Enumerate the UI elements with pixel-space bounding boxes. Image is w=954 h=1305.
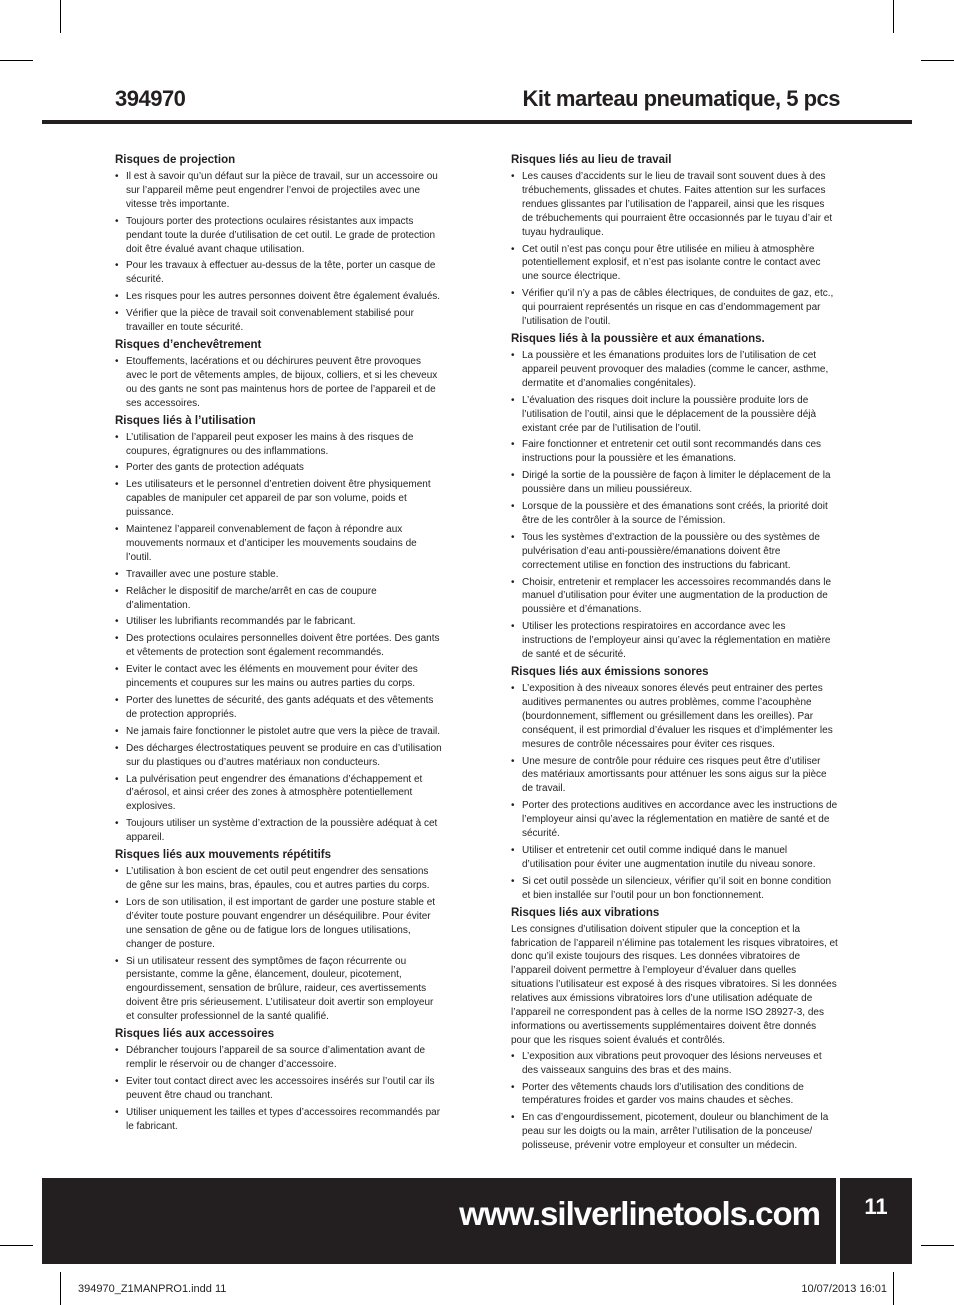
bullet-item: • Débrancher toujours l’appareil de sa source d’alimentation avant de remplir le réservoir ou de changer d’accessoire. [115,1044,442,1072]
section-heading: Risques liés aux émissions sonores [511,666,709,678]
section-heading: Risques liés aux mouvements répétitifs [115,849,332,862]
right-column [511,150,838,1156]
bullet-item: • Des décharges électrostatiques peuvent se produire en cas d’utilisation sur du plastiques ou d’autres matériaux non conducteurs. [115,742,442,770]
crop-mark [60,1272,61,1305]
bullet-list [115,865,442,1024]
bullet-item: • Choisir, entretenir et remplacer les accessoires recommandés dans le manuel d’utilisation pour éviter une augmentation de la production de poussière et d’émanations. [511,576,838,618]
bullet-item: • La poussière et les émanations produites lors de l’utilisation de cet appareil peuvent provoquer des maladies (comme le cancer, asthme, dermatite et d’anomalies congénitales). [511,349,838,391]
bullet-item: • Utiliser les protections respiratoires en accordance avec les instructions de l’employeur ainsi qu’avec la réglementation en matière de santé et de sécurité. [511,620,838,662]
bullet-item: • L’utilisation de l’appareil peut exposer les mains à des risques de coupures, égratignures ou des inflammations. [115,431,442,459]
bullet-list [511,682,838,903]
page-title: Kit marteau pneumatique, 5 pcs [522,86,840,111]
bullet-item: • Lorsque de la poussière et des émanations sont créés, la priorité doit être de les contrôler à la source de l’émission. [511,500,838,528]
bullet-item: • Toujours utiliser un système d’extraction de la poussière adéquat à cet appareil. [115,817,442,845]
bullet-item: • Les causes d’accidents sur le lieu de travail sont souvent dues à des trébuchements, glissades et chutes. Faites attention sur les surfaces rendues glissantes par l’utilisation de l’appareil, ainsi que les risques de trébuchements qui pourraient être occasionnés par le tuyau d’air et tuyau hydraulique. [511,170,838,240]
bullet-item: • Ne jamais faire fonctionner le pistolet autre que vers la pièce de travail. [115,725,442,739]
section-heading: Risques liés aux accessoires [115,1028,275,1041]
bullet-list [115,1044,442,1133]
crop-mark [893,1272,894,1305]
bullet-item: • Vérifier que la pièce de travail soit convenablement stabilisé pour travailler en toute sécurité. [115,307,442,335]
bullet-item: • L’exposition à des niveaux sonores élevés peut entrainer des pertes auditives permanentes ou autres problèmes, comme l’acouphène (bourdonnement, sifflement ou grésillement dans les oreilles). Par conséquent, il est primordial d’évaluer les risques et d’implémenter les mesures de contrôle nécessaires pour éviter ces risques. [511,682,838,752]
footer-divider [836,1178,840,1264]
bullet-item: • Toujours porter des protections oculaires résistantes aux impacts pendant toute la durée d’utilisation de cet outil. Le grade de protection doit être évalué avant chaque utilisation. [115,215,442,257]
website-url: www.silverlinetools.com [459,1195,820,1232]
bullet-list [511,1050,838,1153]
section-heading: Risques de projection [115,154,236,166]
bullet-item: • Etouffements, lacérations et ou déchirures peuvent être provoques avec le port de vêtements amples, de bijoux, colliers, et si les cheveux ou des gants ne sont pas maintenus hors de portee de l’appareil et de ses accessoires. [115,355,442,411]
bullet-item: • La pulvérisation peut engendrer des émanations d’échappement et d’aérosol, et ainsi créer des zones à atmosphère potentiellement explosives. [115,773,442,815]
bullet-list [115,170,442,335]
bullet-item: • Tous les systèmes d’extraction de la poussière ou des systèmes de pulvérisation d’eau anti-poussière/émanations doivent être correctement utilise en fonction des instructions du fabricant. [511,531,838,573]
page-number: 11 [864,1194,888,1219]
bullet-item: • Dirigé la sortie de la poussière de façon à limiter le déplacement de la poussière dans un milieu poussiéreux. [511,469,838,497]
section-heading: Risques liés à l’utilisation [115,414,256,427]
bullet-item: • Cet outil n’est pas conçu pour être utilisée en milieu à atmosphère potentiellement explosif, et n’est pas isolante contre le contact avec une source électrique. [511,243,838,285]
bullet-list [115,355,442,411]
bullet-item: • Pour les travaux à effectuer au-dessus de la tête, porter un casque de sécurité. [115,259,442,287]
bullet-item: • Les risques pour les autres personnes doivent être également évalués. [115,290,442,304]
crop-mark [893,0,894,33]
bullet-item: • Utiliser les lubrifiants recommandés par le fabricant. [115,615,442,629]
slug-filename: 394970_Z1MANPRO1.indd 11 [78,1283,227,1295]
section-heading: Risques liés à la poussière et aux émanations. [511,332,765,345]
bullet-item: • Porter des vêtements chauds lors d’utilisation des conditions de températures froides et garder vos mains chaudes et sèches. [511,1081,838,1109]
slug-date: 10/07/2013 16:01 [801,1283,887,1295]
bullet-item: • Porter des protections auditives en accordance avec les instructions de l’employeur ainsi qu’avec la réglementation en matière de santé et de sécurité. [511,799,838,841]
bullet-item: • Relâcher le dispositif de marche/arrêt en cas de coupure d’alimentation. [115,585,442,613]
left-column [115,150,442,1136]
bullet-item: • Utiliser uniquement les tailles et types d’accessoires recommandés par le fabricant. [115,1106,442,1134]
bullet-item: • Maintenez l’appareil convenablement de façon à répondre aux mouvements normaux et d’anticiper les mouvements soudains de l’outil. [115,523,442,565]
section-heading: Risques d’enchevêtrement [115,338,262,351]
crop-mark [921,60,954,61]
bullet-list [115,431,442,845]
section-heading: Risques liés aux vibrations [511,906,660,919]
bullet-item: • Utiliser et entretenir cet outil comme indiqué dans le manuel d’utilisation pour éviter une augmentation inutile du niveau sonore. [511,844,838,872]
bullet-item: • Il est à savoir qu’un défaut sur la pièce de travail, sur un accessoire ou sur l’appareil même peut engendrer l’envoi de projectiles avec une vitesse très importante. [115,170,442,212]
crop-mark [0,1245,33,1246]
bullet-item: • Faire fonctionner et entretenir cet outil sont recommandés dans ces instructions pour la poussière et les émanations. [511,438,838,466]
bullet-item: • L’exposition aux vibrations peut provoquer des lésions nerveuses et des vaisseaux sanguins des bras et des mains. [511,1050,838,1078]
bullet-item: • Porter des gants de protection adéquats [115,461,442,475]
bullet-item: • Travailler avec une posture stable. [115,568,442,582]
header-divider [42,120,912,124]
bullet-item: • Vérifier qu’il n’y a pas de câbles électriques, de conduites de gaz, etc., qui pourraient représentés un risque en cas d’endommagement par l’utilisation de l’outil. [511,287,838,329]
bullet-item: • Eviter le contact avec les éléments en mouvement pour éviter des pincements et coupures sur les mains ou autres parties du corps. [115,663,442,691]
crop-mark [60,0,61,33]
bullet-item: • Des protections oculaires personnelles doivent être portées. Des gants et vêtements de protection sont également recommandés. [115,632,442,660]
bullet-item: • Porter des lunettes de sécurité, des gants adéquats et des vêtements de protection appropriés. [115,694,442,722]
bullet-item: • L’évaluation des risques doit inclure la poussière produite lors de l’utilisation de l’outil, ainsi que le déplacement de la poussière déjà existant crée par de l’utilisation de l’outil. [511,394,838,436]
bullet-list [511,349,838,662]
bullet-item: • Si cet outil possède un silencieux, vérifier qu’il soit en bonne condition et bien installée sur l’outil pour un bon fonctionnement. [511,875,838,903]
bullet-list [511,170,838,329]
bullet-item: • Lors de son utilisation, il est important de garder une posture stable et d’éviter toute posture pouvant engendrer un déséquilibre. Pour éviter une sensation de gêne ou de fatigue lors de longues utilisations, changer de posture. [115,896,442,952]
product-code: 394970 [115,86,186,111]
bullet-item: • Si un utilisateur ressent des symptômes de façon récurrente ou persistante, comme la gêne, élancement, douleur, picotement, engourdissement, sensation de brûlure, raideur, ces avertissements doivent être pris sérieusement. L’utilisateur doit avertir son employeur et consulter professionnel de la santé qualifié. [115,955,442,1025]
section-heading: Risques liés au lieu de travail [511,154,672,166]
bullet-item: • Les utilisateurs et le personnel d’entretien doivent être physiquement capables de manipuler cet appareil de par son volume, poids et puissance. [115,478,442,520]
bullet-item: • L’utilisation à bon escient de cet outil peut engendrer des sensations de gêne sur les mains, bras, épaules, cou et autres parties du corps. [115,865,442,893]
crop-mark [921,1245,954,1246]
bullet-item: • En cas d’engourdissement, picotement, douleur ou blanchiment de la peau sur les doigts ou la main, arrêter l’utilisation de la ponceuse/ polisseuse, prévenir votre employeur et consulter un médecin. [511,1111,838,1153]
bullet-item: • Eviter tout contact direct avec les accessoires insérés sur l’outil car ils peuvent être chaud ou tranchant. [115,1075,442,1103]
bullet-item: • Une mesure de contrôle pour réduire ces risques peut être d’utiliser des matériaux amortissants pour atténuer les sons aigus sur la pièce de travail. [511,755,838,797]
crop-mark [0,60,33,61]
footer-bar [42,1178,912,1264]
section-paragraph: Les consignes d’utilisation doivent stipuler que la conception et la fabrication de l’appareil n’élimine pas totalement les risques vibratoires, et donc qu’il existe toujours des risques. Les données vibratoires de l’appareil doivent permettre à l’employeur d’évaluer dans quelles situations l’utilisateur est exposé à des risques vibratoires. Si les données relatives aux émissions vibratoires lors d’une utilisation adéquate de l’appareil ne correspondent pas à celles de la norme ISO 28927-3, des informations ou avertissements supplémentaires doivent être donnés pour que les risques soient évalués et contrôlés. [511,923,838,1046]
